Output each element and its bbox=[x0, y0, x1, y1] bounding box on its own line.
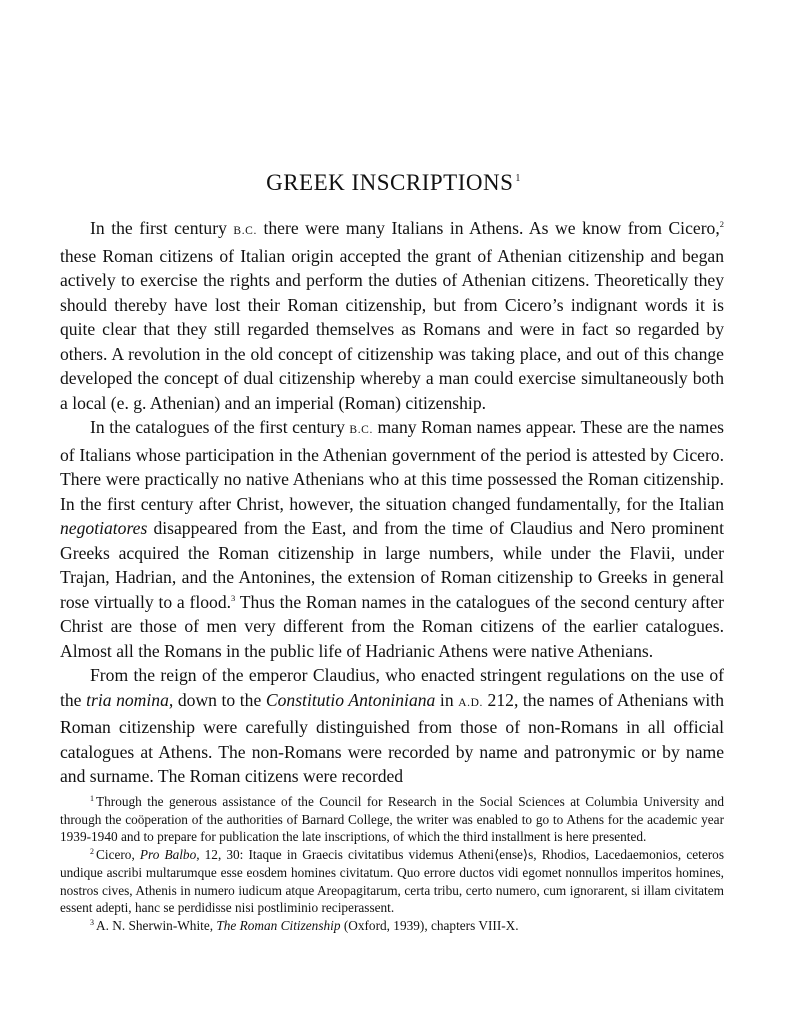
p1-era-bc: B.C. bbox=[233, 225, 257, 237]
footnote-3 bbox=[60, 917, 724, 935]
body-text bbox=[60, 216, 724, 789]
p3-text-d: 212, the names of Athenians with Roman citizenship were carefully distinguished from those of non-Romans in all official catalogues at Athens. The non-Romans were recorded by name and patronymic or by name and surname. The Roman citizens were recorded bbox=[60, 689, 724, 786]
p3-italic-tria-nomina: tria nomina, bbox=[86, 689, 174, 710]
footnote-2-text-b: 12, 30: Itaque in Graecis civitatibus videmus Atheni⟨ense⟩s, Rhodios, Lacedaemonios, ceteros undique ascribi multarumque esse eosdem homines civitatum. Quo errore ductos vidi egomet nonnullos imperitos homines, nostros cives, Athenis in numero iudicum atque Areopagitarum, certa tribu, certo numero, cum ignorarent, si illam civitatem essent adepti, hanc se perdidisse nisi postliminio reciperassent. bbox=[60, 847, 725, 916]
footnotes bbox=[60, 793, 724, 935]
title-text: GREEK INSCRIPTIONS bbox=[266, 170, 514, 195]
p2-text-a: In the catalogues of the first century bbox=[90, 417, 350, 437]
footnote-ref-3: 3 bbox=[231, 592, 236, 603]
article-title bbox=[0, 170, 787, 196]
p3-text-b: down to the bbox=[173, 689, 266, 710]
p3-era-ad: A.D. bbox=[458, 696, 483, 709]
footnote-2 bbox=[60, 846, 724, 917]
footnote-3-italic-title: The Roman Citizenship bbox=[216, 917, 341, 933]
p1-text-b: there were many Italians in Athens. As we know from Cicero, bbox=[256, 218, 720, 238]
footnote-1-text: Through the generous assistance of the Council for Research in the Social Sciences at Columbia University and through the coöperation of the authorities of Barnard College, the writer was enabled to go to Athens for the academic year 1939-1940 and to prepare for publication the late inscriptions, of which the third installment is here presented. bbox=[60, 794, 724, 845]
title-footnote-marker: 1 bbox=[515, 173, 521, 184]
p2-text-b: many Roman names appear. These are the names of Italians whose participation in the Athenian government of the period is attested by Cicero. There were practically no native Athenians who at this time possessed the Roman citizenship. In the first century after Christ, however, the situation changed fundamentally, for the Italian bbox=[60, 417, 724, 514]
p1-text-a: In the first century bbox=[90, 218, 234, 238]
footnote-3-text-a: A. N. Sherwin-White, bbox=[96, 917, 217, 933]
paragraph-1 bbox=[60, 216, 724, 415]
footnote-2-italic-pro-balbo: Pro Balbo, bbox=[139, 847, 200, 863]
footnote-2-text-a: Cicero, bbox=[96, 847, 140, 863]
p2-era-bc: B.C. bbox=[349, 424, 373, 436]
p3-text-a: From the reign of the emperor Claudius, who enacted stringent regulations on the use of the bbox=[60, 665, 724, 710]
p1-text-c: these Roman citizens of Italian origin accepted the grant of Athenian citizenship and began actively to exercise the rights and perform the duties of Athenian citizens. Theoretically they should thereby have lost their Roman citizenship, but from Cicero’s indignant words it is quite clear that they still regarded themselves as Romans and were in fact so regarded by others. A revolution in the old concept of citizenship was taking place, and out of this change developed the concept of dual citizenship whereby a man could exercise simultaneously both a local (e. g. Athenian) and an imperial (Roman) citizenship. bbox=[60, 245, 724, 413]
footnote-1 bbox=[60, 793, 724, 846]
footnote-2-number: 2 bbox=[90, 847, 94, 857]
footnote-3-text-b: (Oxford, 1939), chapters VIII-X. bbox=[340, 917, 519, 933]
footnote-3-number: 3 bbox=[90, 917, 94, 927]
p3-italic-constitutio: Constitutio Antoniniana bbox=[265, 689, 436, 710]
footnote-ref-2: 2 bbox=[719, 219, 724, 229]
paragraph-3 bbox=[60, 663, 724, 789]
p3-text-c: in bbox=[435, 689, 459, 710]
paragraph-2 bbox=[60, 415, 724, 663]
p2-italic-negotiatores: negotiatores bbox=[60, 518, 148, 538]
p2-text-d: Thus the Roman names in the catalogues of the second century after Christ are those of men very different from the Roman citizens of the earlier catalogues. Almost all the Romans in the public life of Hadrianic Athens were native Athenians. bbox=[60, 591, 724, 661]
p2-text-c: disappeared from the East, and from the time of Claudius and Nero prominent Greeks acquired the Roman citizenship in large numbers, while under the Flavii, under Trajan, Hadrian, and the Antonines, the extension of Roman citizenship to Greeks in general rose virtually to a flood. bbox=[60, 518, 724, 612]
footnote-1-number: 1 bbox=[90, 794, 94, 803]
